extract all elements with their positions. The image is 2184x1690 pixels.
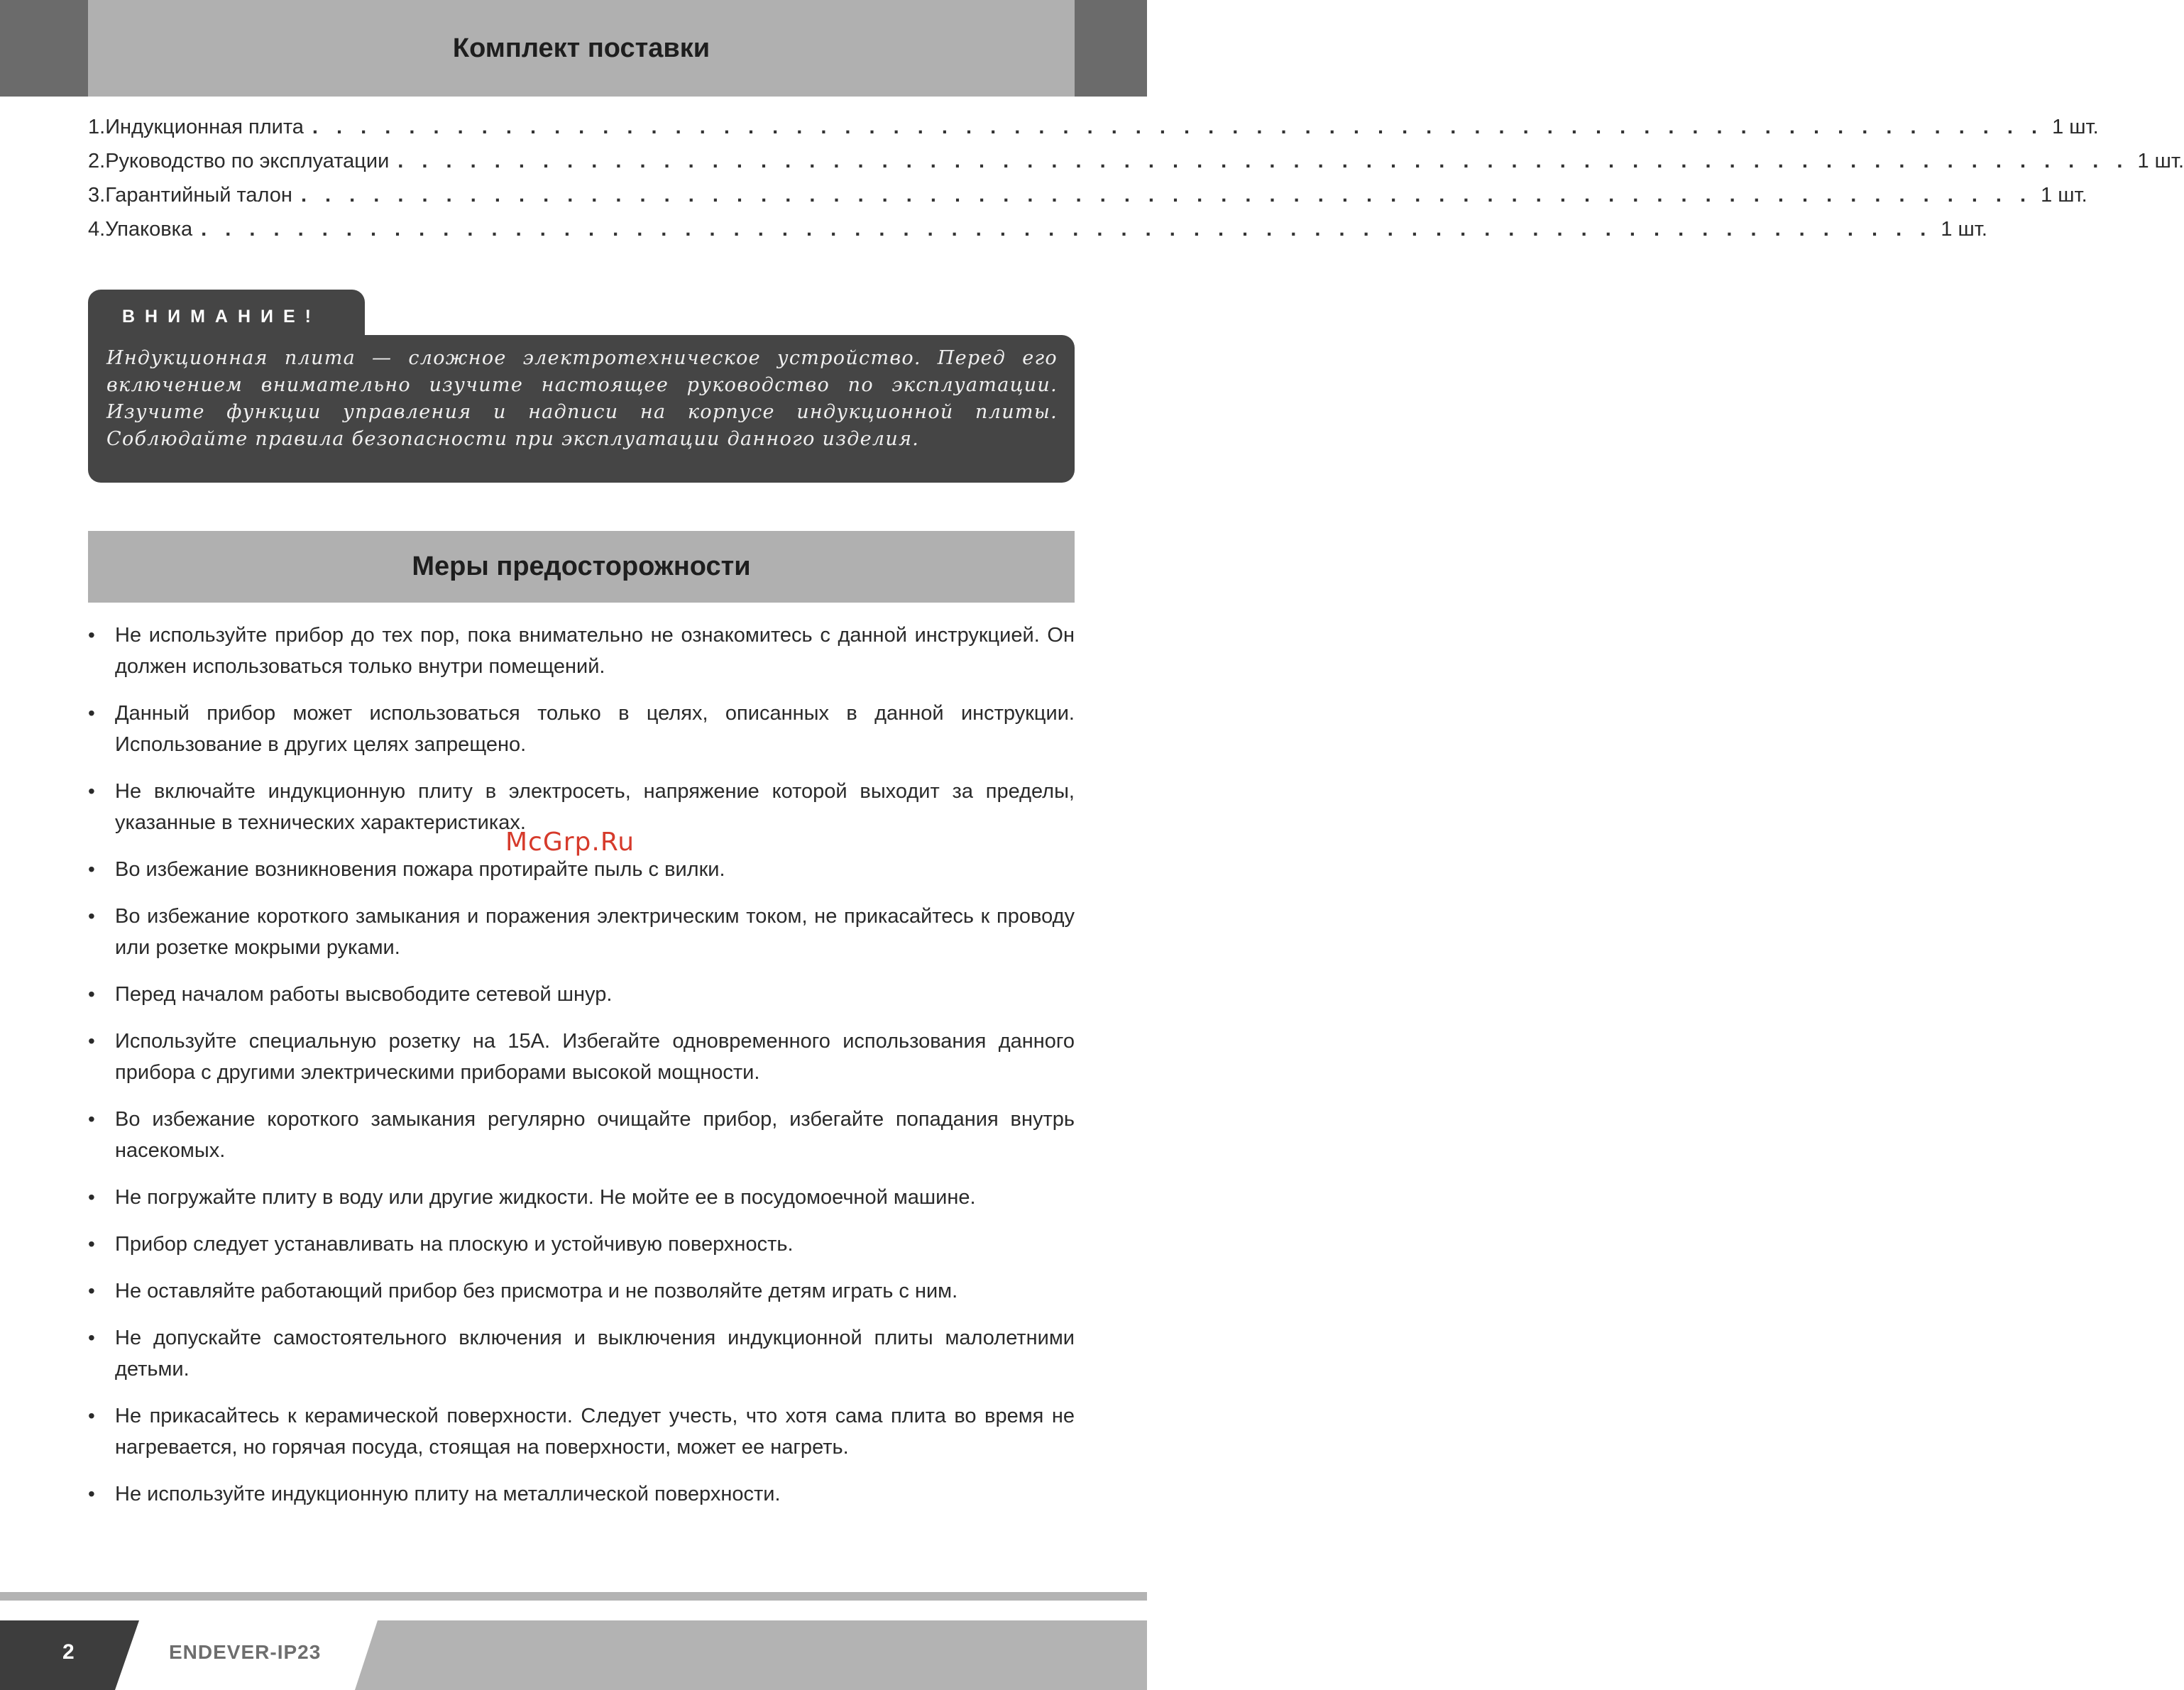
dot-leader: . . . . . . . . . . . . . . . . . . . . . . . . . . . . . . . . . . . . . . . . . . . . . . . . . . . . . . . . . . . . . . . . . . . . . . . .	[312, 116, 2044, 138]
list-item	[88, 1229, 1075, 1260]
precautions-section-title: Меры предосторожности	[88, 531, 1075, 603]
kit-item-number: 2.	[88, 150, 106, 172]
bullet-icon: •	[88, 1405, 95, 1427]
warning-box	[88, 335, 1075, 483]
precaution-text: Во избежание возникновения пожара протирайте пыль с вилки.	[115, 858, 725, 881]
bullet-icon: •	[88, 1030, 95, 1052]
kit-list	[88, 116, 2184, 252]
kit-item-quantity: 1 шт.	[1941, 218, 1987, 241]
kit-item-name: Упаковка	[105, 218, 193, 241]
list-item	[88, 1104, 1075, 1166]
bullet-icon: •	[88, 1186, 95, 1208]
precaution-text: Прибор следует устанавливать на плоскую и устойчивую поверхность.	[115, 1233, 794, 1256]
kit-item-quantity: 1 шт.	[2137, 150, 2184, 172]
precaution-text: Данный прибор может использоваться только в целях, описанных в данной инструкции. Использование в других целях запрещено.	[115, 702, 1075, 756]
kit-item-name: Индукционная плита	[105, 116, 304, 138]
kit-item	[88, 150, 2184, 184]
list-item	[88, 698, 1075, 760]
footer-divider	[0, 1592, 1147, 1601]
bullet-icon: •	[88, 983, 95, 1005]
precaution-text: Используйте специальную розетку на 15А. Избегайте одновременного использования данного прибора с другими электрическими приборами высокой мощности.	[115, 1030, 1075, 1084]
precaution-text: Не прикасайтесь к керамической поверхности. Следует учесть, что хотя сама плита во время не нагревается, но горячая посуда, стоящая на поверхности, может ее нагреть.	[115, 1405, 1075, 1459]
dot-leader: . . . . . . . . . . . . . . . . . . . . . . . . . . . . . . . . . . . . . . . . . . . . . . . . . . . . . . . . . . . . . . . . . . . . . . . .	[397, 150, 2129, 172]
kit-item-name: Гарантийный талон	[105, 184, 292, 207]
precaution-text: Не включайте индукционную плиту в электросеть, напряжение которой выходит за пределы, указанные в технических характеристиках.	[115, 780, 1075, 834]
list-item	[88, 1026, 1075, 1088]
precaution-text: Не допускайте самостоятельного включения и выключения индукционной плиты малолетними детьми.	[115, 1327, 1075, 1381]
list-item	[88, 1400, 1075, 1463]
kit-item-number: 3.	[88, 184, 106, 207]
dot-leader: . . . . . . . . . . . . . . . . . . . . . . . . . . . . . . . . . . . . . . . . . . . . . . . . . . . . . . . . . . . . . . . . . . . . . . . .	[300, 184, 2033, 207]
bullet-icon: •	[88, 702, 95, 724]
watermark: McGrp.Ru	[505, 828, 635, 857]
bullet-icon: •	[88, 1483, 95, 1505]
kit-item-name: Руководство по эксплуатации	[105, 150, 390, 172]
list-item	[88, 1275, 1075, 1307]
bullet-icon: •	[88, 858, 95, 880]
bullet-icon: •	[88, 1280, 95, 1302]
model-name: ENDEVER-IP23	[169, 1641, 322, 1663]
bullet-icon: •	[88, 1108, 95, 1130]
page-number: 2	[62, 1640, 75, 1664]
bullet-icon: •	[88, 905, 95, 927]
list-item	[88, 620, 1075, 682]
list-item	[88, 1478, 1075, 1510]
bullet-icon: •	[88, 780, 95, 802]
precaution-text: Во избежание короткого замыкания регулярно очищайте прибор, избегайте попадания внутрь насекомых.	[115, 1108, 1075, 1162]
header-corner-left	[0, 0, 88, 97]
precaution-text: Не используйте прибор до тех пор, пока внимательно не ознакомитесь с данной инструкцией. Он должен использоваться только внутри помещений.	[115, 624, 1075, 678]
kit-item-number: 4.	[88, 218, 106, 241]
bullet-icon: •	[88, 1233, 95, 1255]
bullet-icon: •	[88, 624, 95, 646]
dot-leader: . . . . . . . . . . . . . . . . . . . . . . . . . . . . . . . . . . . . . . . . . . . . . . . . . . . . . . . . . . . . . . . . . . . . . . . .	[201, 218, 1933, 241]
list-item	[88, 1182, 1075, 1213]
precaution-text: Не используйте индукционную плиту на металлической поверхности.	[115, 1483, 781, 1505]
list-item	[88, 901, 1075, 963]
kit-section-title: Комплект поставки	[88, 0, 1075, 97]
precaution-text: Не оставляйте работающий прибор без присмотра и не позволяйте детям играть с ним.	[115, 1280, 958, 1302]
precaution-text: Не погружайте плиту в воду или другие жидкости. Не мойте ее в посудомоечной машине.	[115, 1186, 976, 1209]
list-item	[88, 1322, 1075, 1385]
kit-item-quantity: 1 шт.	[2041, 184, 2087, 207]
header-corner-right	[1075, 0, 1147, 97]
kit-item	[88, 116, 2099, 150]
precaution-text: Во избежание короткого замыкания и поражения электрическим током, не прикасайтесь к проводу или розетке мокрыми руками.	[115, 905, 1075, 959]
precautions-list	[88, 620, 1075, 1525]
warning-label: ВНИМАНИЕ!	[122, 307, 321, 327]
kit-item	[88, 218, 1987, 252]
bullet-icon: •	[88, 1327, 95, 1349]
kit-item	[88, 184, 2087, 218]
warning-text: Индукционная плита — сложное электротехническое устройство. Перед его включением внимательно изучите настоящее руководство по эксплуатации. Изучите функции управления и надписи на корпусе индукционной плиты. Соблюдайте правила безопасности при эксплуатации данного изделия.	[106, 347, 1058, 450]
kit-item-quantity: 1 шт.	[2052, 116, 2099, 138]
list-item	[88, 979, 1075, 1010]
list-item	[88, 854, 1075, 885]
kit-item-number: 1.	[88, 116, 106, 138]
precaution-text: Перед началом работы высвободите сетевой шнур.	[115, 983, 613, 1006]
